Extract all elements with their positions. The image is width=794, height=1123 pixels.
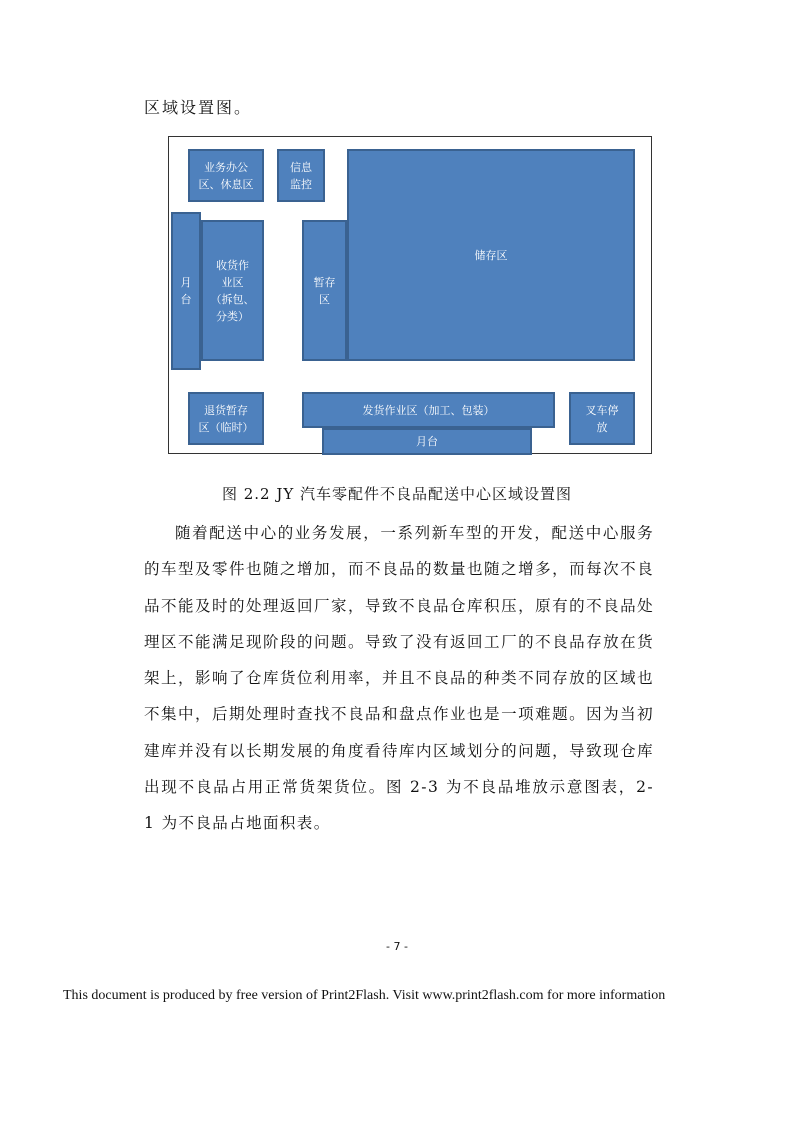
page-number: - 7 - <box>386 940 408 953</box>
storage-zone: 储存区 <box>347 149 635 361</box>
receiving-zone: 收货作 业区 （拆包、 分类） <box>201 220 264 361</box>
body-paragraph: 随着配送中心的业务发展，一系列新车型的开发，配送中心服务的车型及零件也随之增加，而不良品的数量也随之增多，而每次不良品不能及时的处理返回厂家，导致不良品仓库积压，原有的不良品处理区不能满足现阶段的问题。导致了没有返回工厂的不良品存放在货架上，影响了仓库货位利用率，并且不良品的种类不同存放的区域也不集中，后期处理时查找不良品和盘点作业也是一项难题。因为当初建库并没有以长期发展的角度看待库内区域划分的问题，导致现仓库出现不良品占用正常货架货位。图 2-3 为不良品堆放示意图表，2-1 为不良品占地面积表。 <box>144 524 654 833</box>
dock-left-zone: 月 台 <box>171 212 201 370</box>
forklift-parking-zone: 叉车停 放 <box>569 392 635 445</box>
office-rest-zone: 业务办公 区、休息区 <box>188 149 264 202</box>
footer-notice: This document is produced by free version of Print2Flash. Visit www.print2flash.com for more information <box>63 988 666 1003</box>
dock-bottom-zone: 月台 <box>322 428 532 455</box>
figure-caption: 图 2.2 JY 汽车零配件不良品配送中心区域设置图 <box>221 485 573 503</box>
returns-temp-zone: 退货暂存 区（临时） <box>188 392 264 445</box>
intro-text: 区域设置图。 <box>144 98 253 117</box>
temp-storage-zone: 暂存 区 <box>302 220 347 361</box>
info-monitor-zone: 信息 监控 <box>277 149 325 202</box>
shipping-zone: 发货作业区（加工、包装） <box>302 392 555 428</box>
area-layout-diagram <box>168 136 652 454</box>
